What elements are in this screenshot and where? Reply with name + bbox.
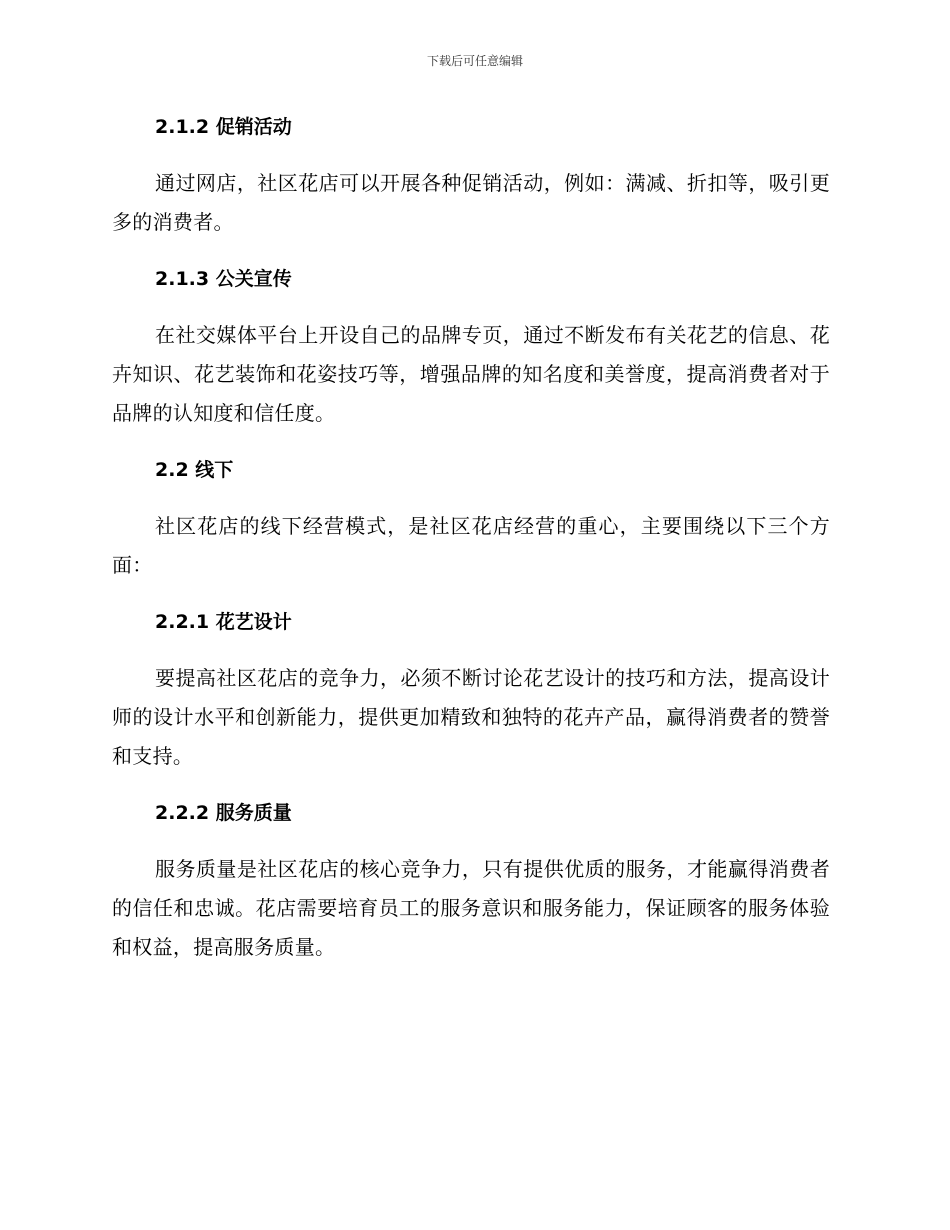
section-paragraph-floral-design: 要提高社区花店的竞争力，必须不断讨论花艺设计的技巧和方法，提高设计师的设计水平和创新能力，提供更加精致和独特的花卉产品，赢得消费者的赞誉和支持。 — [112, 666, 830, 768]
section-paragraph-public-relations: 在社交媒体平台上开设自己的品牌专页，通过不断发布有关花艺的信息、花卉知识、花艺装饰和花姿技巧等，增强品牌的知名度和美誉度，提高消费者对于品牌的认知度和信任度。 — [112, 323, 830, 425]
section-paragraph-service-quality: 服务质量是社区花店的核心竞争力，只有提供优质的服务，才能赢得消费者的信任和忠诚。花店需要培育员工的服务意识和服务能力，保证顾客的服务体验和权益，提高服务质量。 — [112, 857, 830, 959]
section-heading-public-relations: 2.1.3 公关宣传 — [155, 268, 292, 290]
section-heading-promotion: 2.1.2 促销活动 — [155, 116, 292, 138]
section-paragraph-promotion: 通过网店，社区花店可以开展各种促销活动，例如：满减、折扣等，吸引更多的消费者。 — [112, 171, 830, 234]
document-body — [112, 112, 830, 989]
page-header: 下载后可任意编辑 — [426, 54, 523, 68]
section-heading-floral-design: 2.2.1 花艺设计 — [155, 611, 292, 633]
section-heading-offline: 2.2 线下 — [155, 459, 234, 481]
section-paragraph-offline: 社区花店的线下经营模式，是社区花店经营的重心，主要围绕以下三个方面： — [112, 514, 830, 577]
section-heading-service-quality: 2.2.2 服务质量 — [155, 802, 292, 824]
